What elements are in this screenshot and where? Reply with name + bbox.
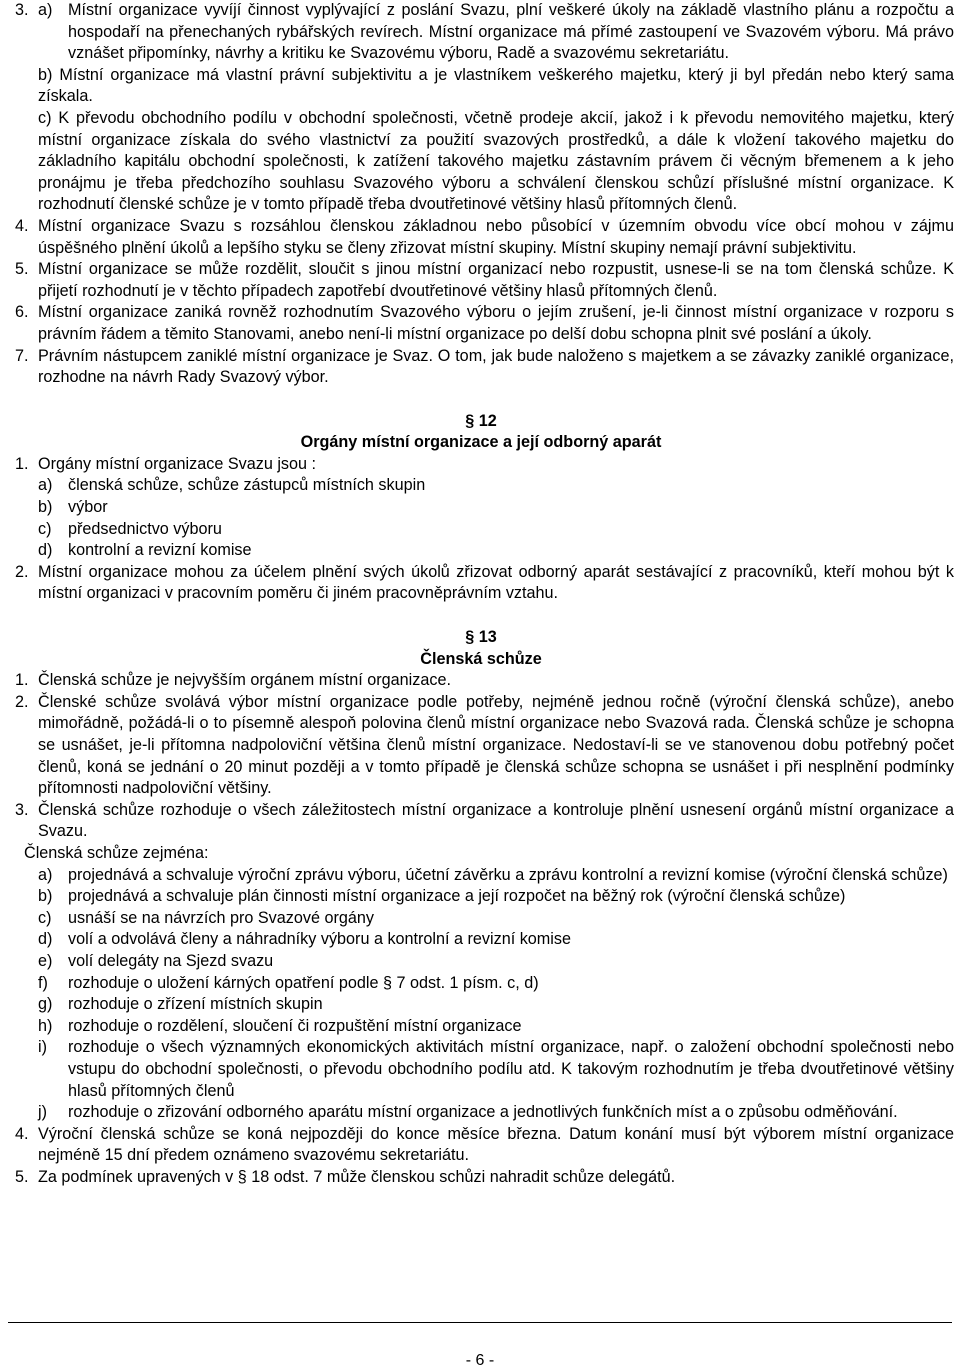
s12-item-2 xyxy=(8,562,954,605)
item-number: 7. xyxy=(15,346,29,365)
item-label: e) xyxy=(38,951,53,970)
section-12-number: § 12 xyxy=(465,411,497,430)
item-number: 5. xyxy=(15,260,29,279)
item-number: 5. xyxy=(15,1167,29,1186)
item-text: kontrolní a revizní komise xyxy=(68,541,252,560)
s13-item-3e xyxy=(38,951,954,973)
item-label: a) xyxy=(38,865,53,884)
item-text: Místní organizace mohou za účelem plnění svých úkolů zřizovat odborný aparát sestávající z pracovníků, kteří mohou být k místní organizaci v pracovním poměru či jiném pracovněprávním vztahu. xyxy=(38,562,954,603)
item-3a xyxy=(38,0,954,65)
item-text: výbor xyxy=(68,498,108,517)
item-label: a) xyxy=(38,1,53,19)
item-text: Místní organizace vyvíjí činnost vyplývající z poslání Svazu, plní veškeré úkoly na základě vlastního plánu a rozpočtu a hospodaří na přenechaných rybářských revírech. Místní organizace má přímé zastoupení ve Svazovém výboru. Má právo vznášet připomínky, návrhy a kritiku ke Svazovému výboru, Radě a svazovému sekretariátu. xyxy=(68,1,954,63)
item-text: volí a odvolává členy a náhradníky výboru a kontrolní a revizní komise xyxy=(68,930,571,949)
s13-item-1 xyxy=(8,670,954,692)
item-text: předsednictvo výboru xyxy=(68,519,222,538)
document-body xyxy=(8,0,954,1188)
item-text: Členské schůze svolává výbor místní organizace podle potřeby, nejméně jednou ročně (výroční členská schůze), anebo mimořádně, požádá-li o to písemně alespoň polovina členů místní organizace nebo Svazová rada. Členská schůze je schopna se usnášet, je-li přítomna nadpoloviční většina členů místní organizace. Nedostaví-li se ve stanovenou dobu potřebný počet členů, koná se jednání o 20 minut později a v tomto případě je členská schůze schopna se usnášet i při nesplnění podmínky přítomnosti nadpoloviční většiny. xyxy=(38,692,954,798)
s13-item-3i xyxy=(38,1037,954,1102)
item-text: Členská schůze je nejvyšším orgánem místní organizace. xyxy=(38,671,451,690)
item-number: 2. xyxy=(15,562,29,581)
item-text: Orgány místní organizace Svazu jsou : xyxy=(38,454,317,473)
s13-item-3j xyxy=(38,1102,954,1124)
item-text: Místní organizace se může rozdělit, sloučit s jinou místní organizací nebo rozpustit, usnese-li se na tom členská schůze. K přijetí rozhodnutí je v těchto případech zapotřebí dvoutřetinové většiny hlasů přítomných členů. xyxy=(38,260,954,300)
s12-item-1d xyxy=(38,540,954,562)
item-label: b) xyxy=(38,887,53,906)
item-text: Za podmínek upravených v § 18 odst. 7 může členskou schůzi nahradit schůze delegátů. xyxy=(38,1167,676,1186)
s12-item-1 xyxy=(8,454,954,562)
item-number: 1. xyxy=(15,454,29,473)
item-5 xyxy=(8,259,954,302)
s13-item-5 xyxy=(8,1167,954,1189)
item-7 xyxy=(8,346,954,389)
s12-item-1b xyxy=(38,497,954,519)
footer-divider xyxy=(8,1322,952,1323)
item-text: rozhoduje o všech významných ekonomických aktivitách místní organizace, např. o založení obchodní společnosti nebo vstupu do obchodní společnosti, o převodu obchodního podílu atd. K takovým rozhodnutím je třeba dvoutřetinové většiny hlasů přítomných členů xyxy=(68,1038,954,1100)
section-13-number: § 13 xyxy=(465,628,497,647)
item-label: i) xyxy=(38,1038,47,1057)
item-number: 3. xyxy=(15,1,29,19)
item-label: d) xyxy=(38,541,53,560)
item-label: d) xyxy=(38,930,53,949)
item-number: 4. xyxy=(15,216,29,235)
item-label: j) xyxy=(38,1103,47,1122)
item-number: 1. xyxy=(15,671,29,690)
s13-item-2 xyxy=(8,692,954,800)
s13-item-3 xyxy=(8,800,954,843)
item-text: Místní organizace zaniká rovněž rozhodnutím Svazového výboru o jejím zrušení, je-li činnost místní organizace v rozporu s právním řádem a těmito Stanovami, anebo není-li místní organizace po delší dobu schopna plnit své poslání a úkoly. xyxy=(38,303,954,343)
item-number: 6. xyxy=(15,303,29,322)
item-text: usnáší se na návrzích pro Svazové orgány xyxy=(68,908,374,927)
item-text: rozhoduje o zřízení místních skupin xyxy=(68,995,323,1014)
item-label: f) xyxy=(38,973,48,992)
item-text: Právním nástupcem zaniklé místní organizace je Svaz. O tom, jak bude naloženo s majetkem a se závazky zaniklé organizace, rozhodne na návrh Rady Svazový výbor. xyxy=(38,346,954,387)
item-text: rozhoduje o uložení kárných opatření podle § 7 odst. 1 písm. c, d) xyxy=(68,973,539,992)
section-13-title: Členská schůze xyxy=(420,649,542,668)
s13-item-3f xyxy=(38,973,954,995)
item-6 xyxy=(8,302,954,345)
item-text: členská schůze, schůze zástupců místních skupin xyxy=(68,476,426,495)
item-3b: b) Místní organizace má vlastní právní subjektivitu a je vlastníkem veškerého majetku, který ji byl předán nebo který sama získala. xyxy=(38,65,954,106)
item-text: Výroční členská schůze se koná nejpozději do konce měsíce března. Datum konání musí být výborem místní organizace nejméně 15 dní předem oznámeno svazovému sekretariátu. xyxy=(38,1124,954,1165)
s12-item-1a xyxy=(38,475,954,497)
item-label: b) xyxy=(38,498,53,517)
item-4 xyxy=(8,216,954,259)
item-label: c) xyxy=(38,519,52,538)
s13-item-3-lead: Členská schůze zejména: xyxy=(24,843,209,862)
s13-item-3b xyxy=(38,886,954,908)
s13-item-3d xyxy=(38,929,954,951)
item-label: a) xyxy=(38,476,53,495)
item-text: Místní organizace Svazu s rozsáhlou členskou základnou nebo působící v územním obvodu více obcí mohou v zájmu úspěšného plnění úkolů a lepšího styku se členy zřizovat místní skupiny. Místní skupiny nemají právní subjektivitu. xyxy=(38,216,954,257)
item-label: h) xyxy=(38,1016,53,1035)
page-number: - 6 - xyxy=(465,1352,495,1369)
item-number: 4. xyxy=(15,1124,29,1143)
s13-item-3g xyxy=(38,994,954,1016)
item-label: c) xyxy=(38,908,52,927)
item-number: 2. xyxy=(15,692,29,711)
item-text: rozhoduje o zřizování odborného aparátu místní organizace a jednotlivých funkčních míst a o způsobu odměňování. xyxy=(68,1103,898,1122)
s13-item-3a xyxy=(38,865,954,887)
s13-item-3h xyxy=(38,1016,954,1038)
s13-item-3-list xyxy=(8,865,954,1124)
item-label: g) xyxy=(38,995,53,1014)
item-text: Členská schůze rozhoduje o všech záležitostech místní organizace a kontroluje plnění usnesení orgánů místní organizace a Svazu. xyxy=(38,800,954,841)
item-3 xyxy=(8,0,954,216)
s13-item-3c xyxy=(38,908,954,930)
section-12-title: Orgány místní organizace a její odborný aparát xyxy=(300,433,662,452)
item-text: projednává a schvaluje výroční zprávu výboru, účetní závěrku a zprávu kontrolní a revizní komise (výroční členská schůze) xyxy=(68,865,948,884)
item-text: volí delegáty na Sjezd svazu xyxy=(68,951,274,970)
item-3c: c) K převodu obchodního podílu v obchodní společnosti, včetně prodeje akcií, jakož i k převodu nemovitého majetku, který místní organizace získala do svého vlastnictví za použití svazových prostředků, a dále k vložení takového majetku do základního kapitálu obchodní společnosti, k zatížení takového majetku zástavním právem či věcným břemenem a k jeho pronájmu je třeba předchozího souhlasu Svazového výboru a schválení členskou schůzí příslušné místní organizace. K rozhodnutí členské schůze je v tomto případě třeba dvoutřetinové většiny hlasů přítomných členů. xyxy=(38,108,954,214)
item-text: projednává a schvaluje plán činnosti místní organizace a její rozpočet na běžný rok (výroční členská schůze) xyxy=(68,887,846,906)
s13-item-4 xyxy=(8,1124,954,1167)
item-number: 3. xyxy=(15,800,29,819)
item-text: rozhoduje o rozdělení, sloučení či rozpuštění místní organizace xyxy=(68,1016,522,1035)
s12-item-1c xyxy=(38,519,954,541)
